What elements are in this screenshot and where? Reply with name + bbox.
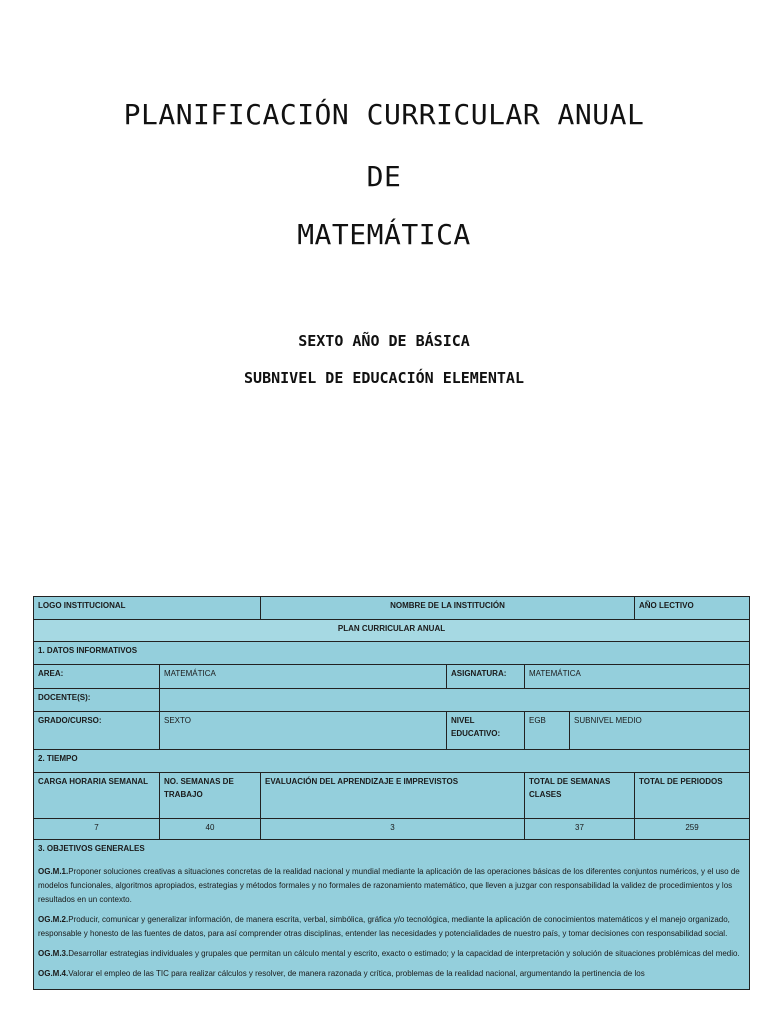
objetivo-code: OG.M.3.: [38, 949, 69, 958]
grado-label: GRADO/CURSO:: [34, 712, 160, 750]
val-total-periodos: 259: [635, 819, 750, 840]
asignatura-label: ASIGNATURA:: [447, 665, 525, 689]
val-total-semanas: 37: [525, 819, 635, 840]
objetivo-code: OG.M.2.: [38, 915, 69, 924]
institution-name-cell: NOMBRE DE LA INSTITUCIÓN: [261, 597, 635, 620]
subnivel-value: SUBNIVEL MEDIO: [570, 712, 750, 750]
document-title-line-2: DE: [366, 160, 402, 193]
col-total-semanas: TOTAL DE SEMANAS CLASES: [525, 773, 635, 819]
objetivo-code: OG.M.1.: [38, 867, 69, 876]
section-tiempo: 2. TIEMPO: [34, 750, 750, 773]
val-carga-horaria: 7: [34, 819, 160, 840]
objetivo-item: [38, 967, 745, 981]
logo-cell: LOGO INSTITUCIONAL: [34, 597, 261, 620]
docente-value: [160, 689, 750, 712]
nivel-value: EGB: [525, 712, 570, 750]
area-label: AREA:: [34, 665, 160, 689]
objetivo-item: [38, 865, 745, 907]
section-datos-informativos: 1. DATOS INFORMATIVOS: [34, 642, 750, 665]
document-title-line-3: MATEMÁTICA: [297, 218, 471, 251]
val-semanas-trabajo: 40: [160, 819, 261, 840]
objetivo-text: Desarrollar estrategias individuales y grupales que permitan un cálculo mental y escrito, exacto o estimado; y la capacidad de interpretación y solución de situaciones problémicas del medio.: [68, 949, 740, 958]
school-year-cell: AÑO LECTIVO: [635, 597, 750, 620]
document-subtitle-level: SUBNIVEL DE EDUCACIÓN ELEMENTAL: [244, 369, 524, 387]
plan-table: [33, 596, 750, 990]
col-total-periodos: TOTAL DE PERIODOS: [635, 773, 750, 819]
grado-value: SEXTO: [160, 712, 447, 750]
area-value: MATEMÁTICA: [160, 665, 447, 689]
objetivo-text: Proponer soluciones creativas a situaciones concretas de la realidad nacional y mundial mediante la aplicación de las operaciones básicas de los diferentes conjuntos numéricos, y el uso de modelos funcionales, algoritmos apropiados, estrategias y métodos formales y no formales de razonamiento matemático, que lleven a juzgar con responsabilidad la validez de procedimientos y los resultados en un contexto.: [38, 867, 740, 904]
objetivos-generales-cell: [34, 840, 750, 990]
objetivo-item: [38, 947, 745, 961]
objetivo-code: OG.M.4.: [38, 969, 69, 978]
section-objetivos-generales: 3. OBJETIVOS GENERALES: [38, 844, 145, 853]
docente-label: DOCENTE(S):: [34, 689, 160, 712]
val-evaluacion: 3: [261, 819, 525, 840]
col-carga-horaria: CARGA HORARIA SEMANAL: [34, 773, 160, 819]
col-evaluacion: EVALUACIÓN DEL APRENDIZAJE E IMPREVISTOS: [261, 773, 525, 819]
objetivo-item: [38, 913, 745, 941]
nivel-label: NIVEL EDUCATIVO:: [447, 712, 525, 750]
document-title-line-1: PLANIFICACIÓN CURRICULAR ANUAL: [123, 98, 645, 131]
asignatura-value: MATEMÁTICA: [525, 665, 750, 689]
plan-heading: PLAN CURRICULAR ANUAL: [34, 620, 750, 642]
objetivo-text: Producir, comunicar y generalizar información, de manera escrita, verbal, simbólica, gráfica y/o tecnológica, mediante la aplicación de conocimientos matemáticos y el manejo organizado, responsable y honesto de las fuentes de datos, para así comprender otras disciplinas, entender las necesidades y potencialidades de nuestro país, y tomar decisiones con responsabilidad social.: [38, 915, 730, 938]
objetivo-text: Valorar el empleo de las TIC para realizar cálculos y resolver, de manera razonada y crítica, problemas de la realidad nacional, argumentando la pertinencia de los: [68, 969, 645, 978]
col-semanas-trabajo: NO. SEMANAS DE TRABAJO: [160, 773, 261, 819]
document-subtitle-grade: SEXTO AÑO DE BÁSICA: [298, 332, 470, 350]
